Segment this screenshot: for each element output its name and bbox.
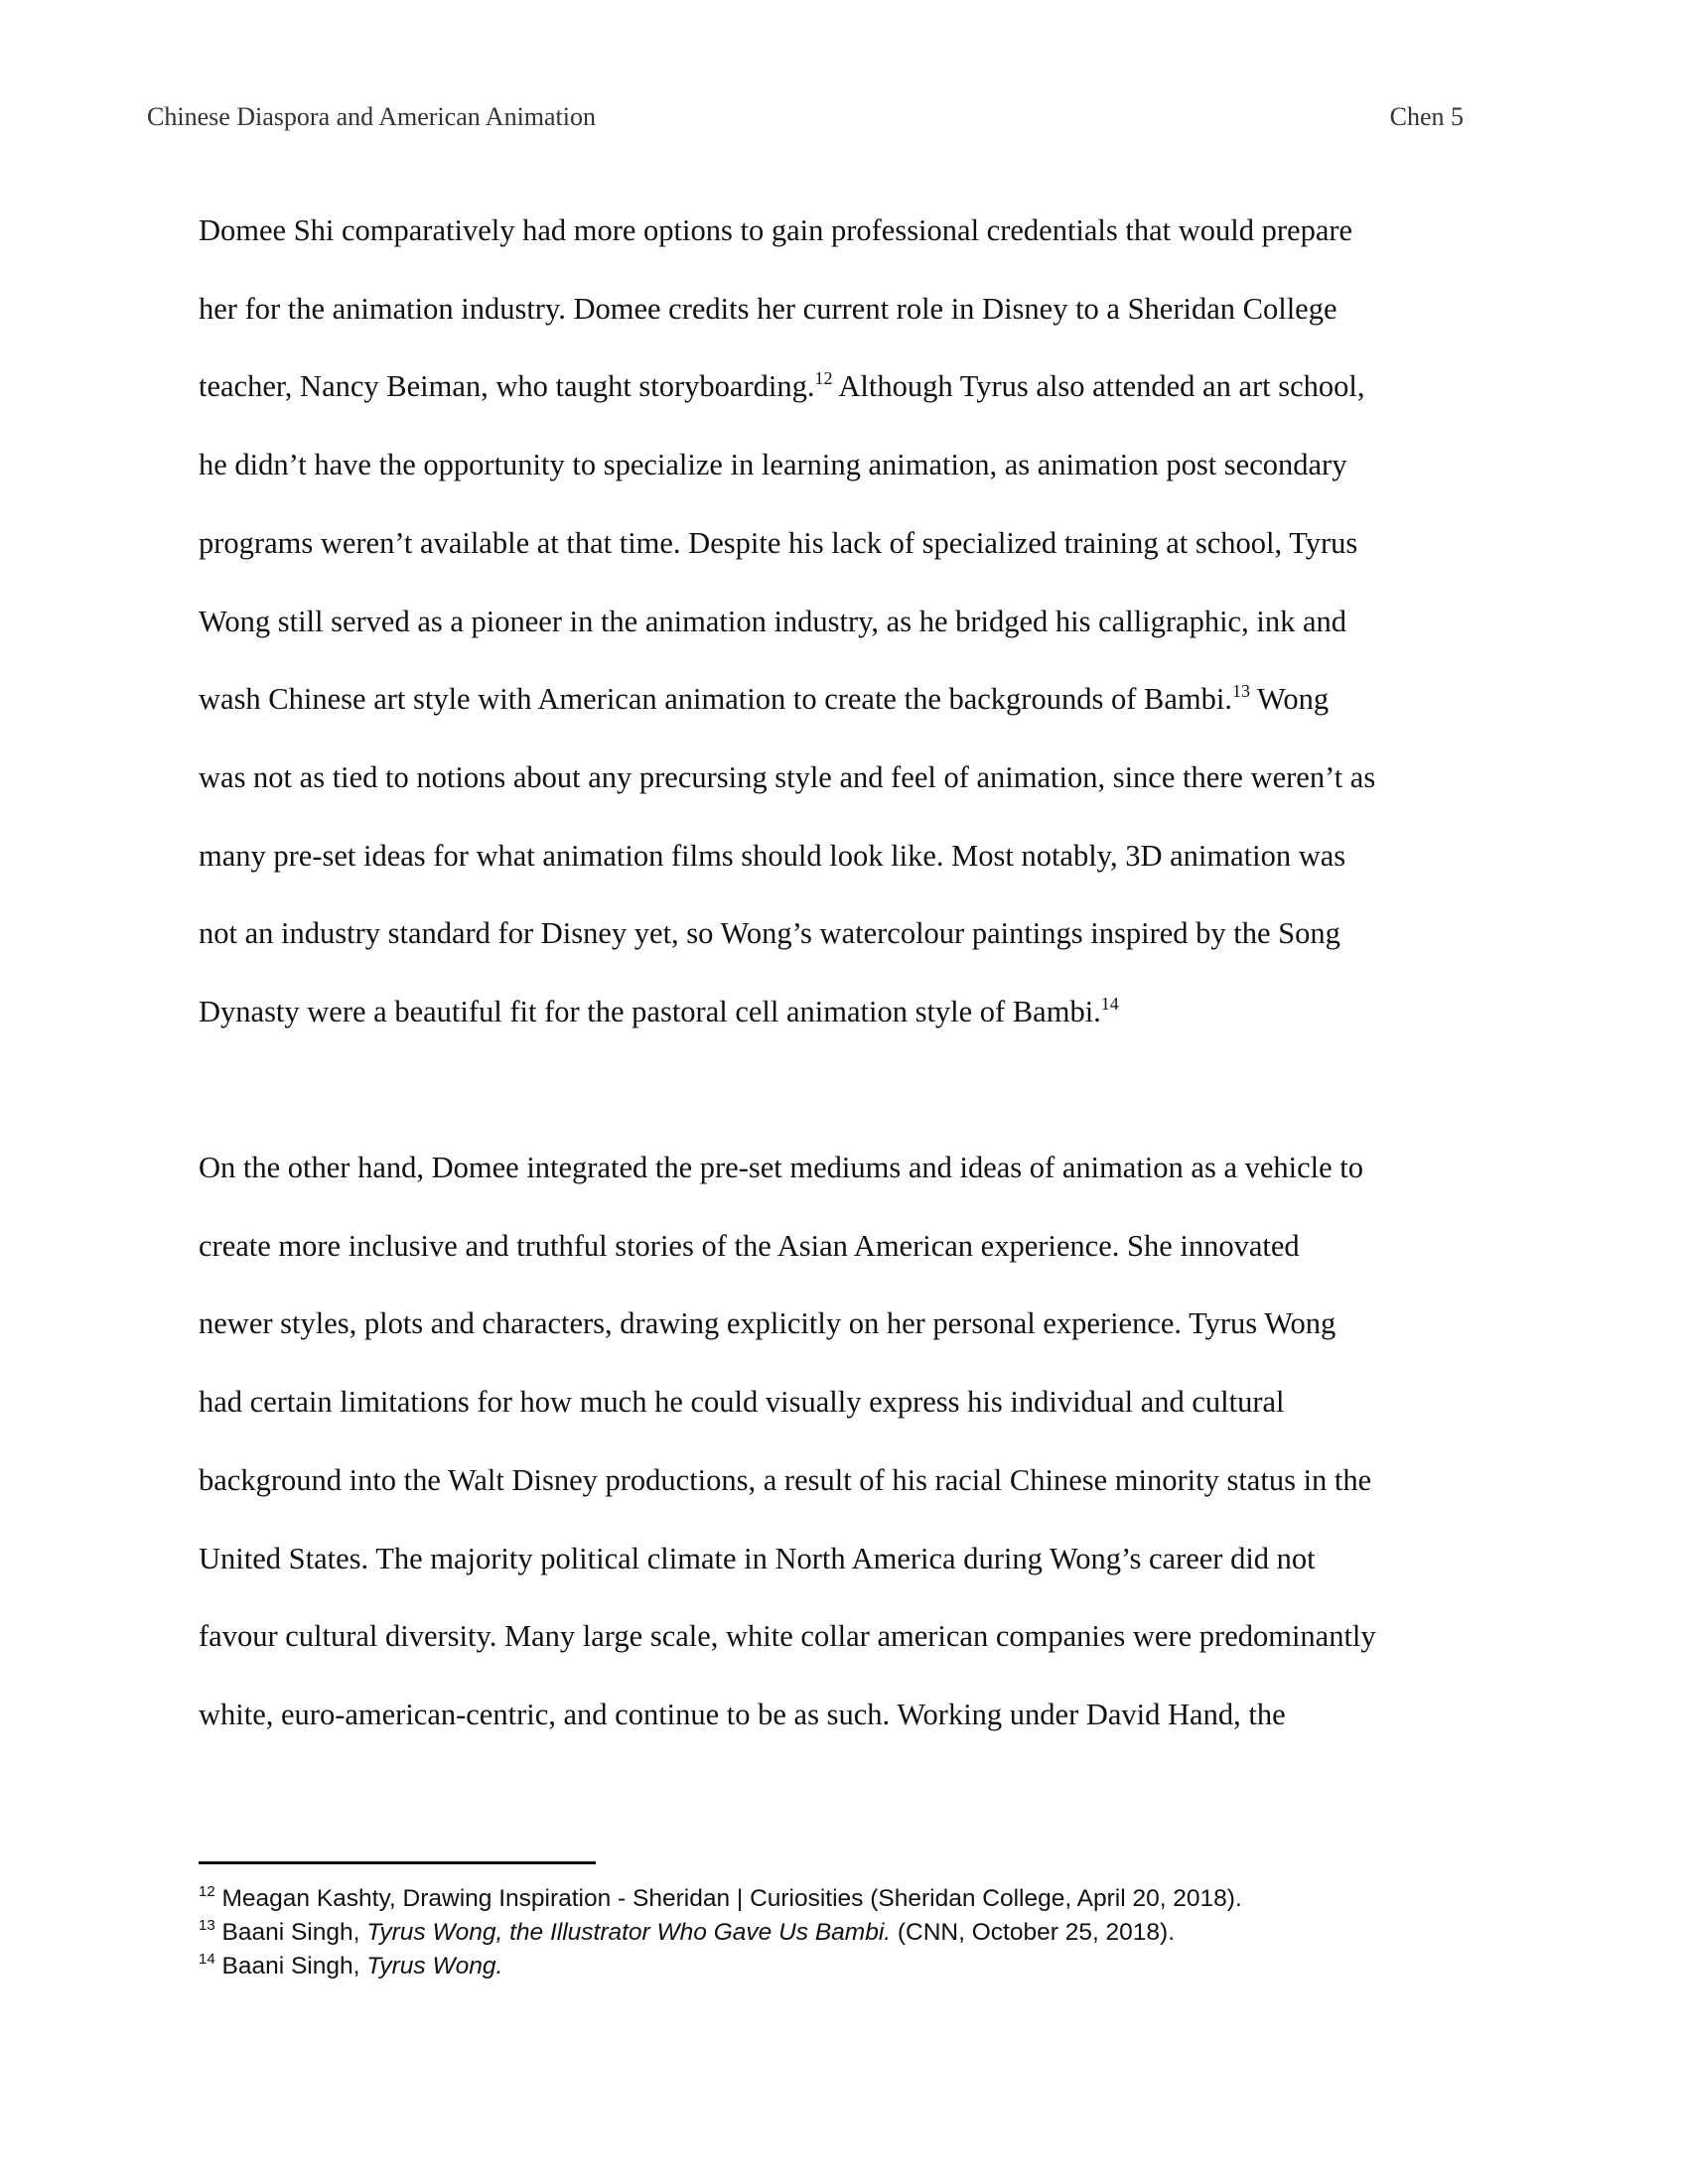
footnotes: [199, 1882, 1499, 1983]
footnote-number: 12: [199, 1883, 215, 1900]
text-line: [199, 992, 1119, 1031]
footnote-reference: 13: [1231, 681, 1250, 702]
line-text: Domee Shi comparatively had more options to gain professional credentials that would prepare: [199, 213, 1353, 247]
text-line: [199, 836, 1345, 876]
footnote-text: Baani Singh,: [221, 1953, 367, 1979]
text-line: [199, 1539, 1316, 1578]
line-text: background into the Walt Disney productions, a result of his racial Chinese minority status in the: [199, 1462, 1372, 1497]
line-text: her for the animation industry. Domee credits her current role in Disney to a Sheridan College: [199, 291, 1337, 326]
footnote-item: [199, 1916, 1499, 1950]
text-line: [199, 913, 1340, 953]
text-line: [199, 1148, 1363, 1187]
line-text: create more inclusive and truthful stories of the Asian American experience. She innovated: [199, 1228, 1300, 1263]
line-text: white, euro-american-centric, and continue to be as such. Working under David Hand, the: [199, 1697, 1286, 1731]
text-line: [199, 602, 1346, 641]
line-text-continued: Wong: [1249, 682, 1330, 717]
text-line: [199, 1695, 1286, 1734]
text-line: [199, 366, 1365, 406]
text-line: [199, 1382, 1285, 1422]
footnote-reference: 12: [814, 368, 833, 389]
footnote-number: 13: [199, 1917, 215, 1934]
line-text: programs weren’t available at that time. Despite his lack of specialized training at school, Tyrus: [199, 525, 1358, 560]
line-text: newer styles, plots and characters, drawing explicitly on her personal experience. Tyrus Wong: [199, 1306, 1336, 1341]
text-line: [199, 757, 1375, 797]
line-text: On the other hand, Domee integrated the pre-set mediums and ideas of animation as a vehicle to: [199, 1151, 1364, 1184]
footnote-text: Meagan Kashty, Drawing Inspiration - Sheridan | Curiosities (Sheridan College, April 20, 2018).: [221, 1885, 1242, 1912]
text-line: [199, 1303, 1336, 1343]
line-text: many pre-set ideas for what animation films should look like. Most notably, 3D animation was: [199, 838, 1346, 873]
line-text: was not as tied to notions about any precursing style and feel of animation, since there weren’t as: [199, 759, 1376, 794]
line-text: he didn’t have the opportunity to specialize in learning animation, as animation post secondary: [199, 448, 1347, 482]
text-line: [199, 289, 1337, 329]
text-line: [199, 1616, 1376, 1656]
line-text: teacher, Nancy Beiman, who taught storyboarding.: [199, 369, 815, 404]
line-text: Wong still served as a pioneer in the animation industry, as he bridged his calligraphic, ink and: [199, 604, 1346, 638]
footnote-source: (CNN, October 25, 2018).: [891, 1919, 1176, 1946]
text-line: [199, 1460, 1371, 1500]
running-header: [147, 99, 1464, 135]
line-text-continued: Although Tyrus also attended an art school,: [832, 369, 1365, 404]
line-text: Dynasty were a beautiful fit for the pastoral cell animation style of Bambi.: [199, 995, 1101, 1028]
footnote-number: 14: [199, 1951, 215, 1968]
footnote-item: [199, 1950, 1499, 1983]
footnote-separator: [199, 1861, 596, 1864]
footnote-title: Tyrus Wong, the Illustrator Who Gave Us Bambi.: [366, 1919, 892, 1946]
footnote-title: Tyrus Wong.: [366, 1953, 503, 1979]
footnote-reference: 14: [1100, 994, 1119, 1014]
header-page-label: Chen 5: [1389, 102, 1464, 131]
line-text: United States. The majority political climate in North America during Wong’s career did not: [199, 1541, 1316, 1575]
line-text: not an industry standard for Disney yet, so Wong’s watercolour paintings inspired by the Song: [199, 916, 1340, 951]
footnote-item: [199, 1882, 1499, 1916]
footnote-text: Baani Singh,: [221, 1919, 367, 1946]
text-line: [199, 445, 1346, 484]
line-text: had certain limitations for how much he could visually express his individual and cultural: [199, 1385, 1285, 1420]
text-line: [199, 679, 1329, 719]
header-title: Chinese Diaspora and American Animation: [147, 102, 597, 131]
line-text: wash Chinese art style with American animation to create the backgrounds of Bambi.: [199, 682, 1232, 717]
line-text: favour cultural diversity. Many large scale, white collar american companies were predominantly: [199, 1619, 1376, 1654]
text-line: [199, 1226, 1300, 1266]
text-line: [199, 523, 1357, 563]
text-line: [199, 210, 1352, 250]
